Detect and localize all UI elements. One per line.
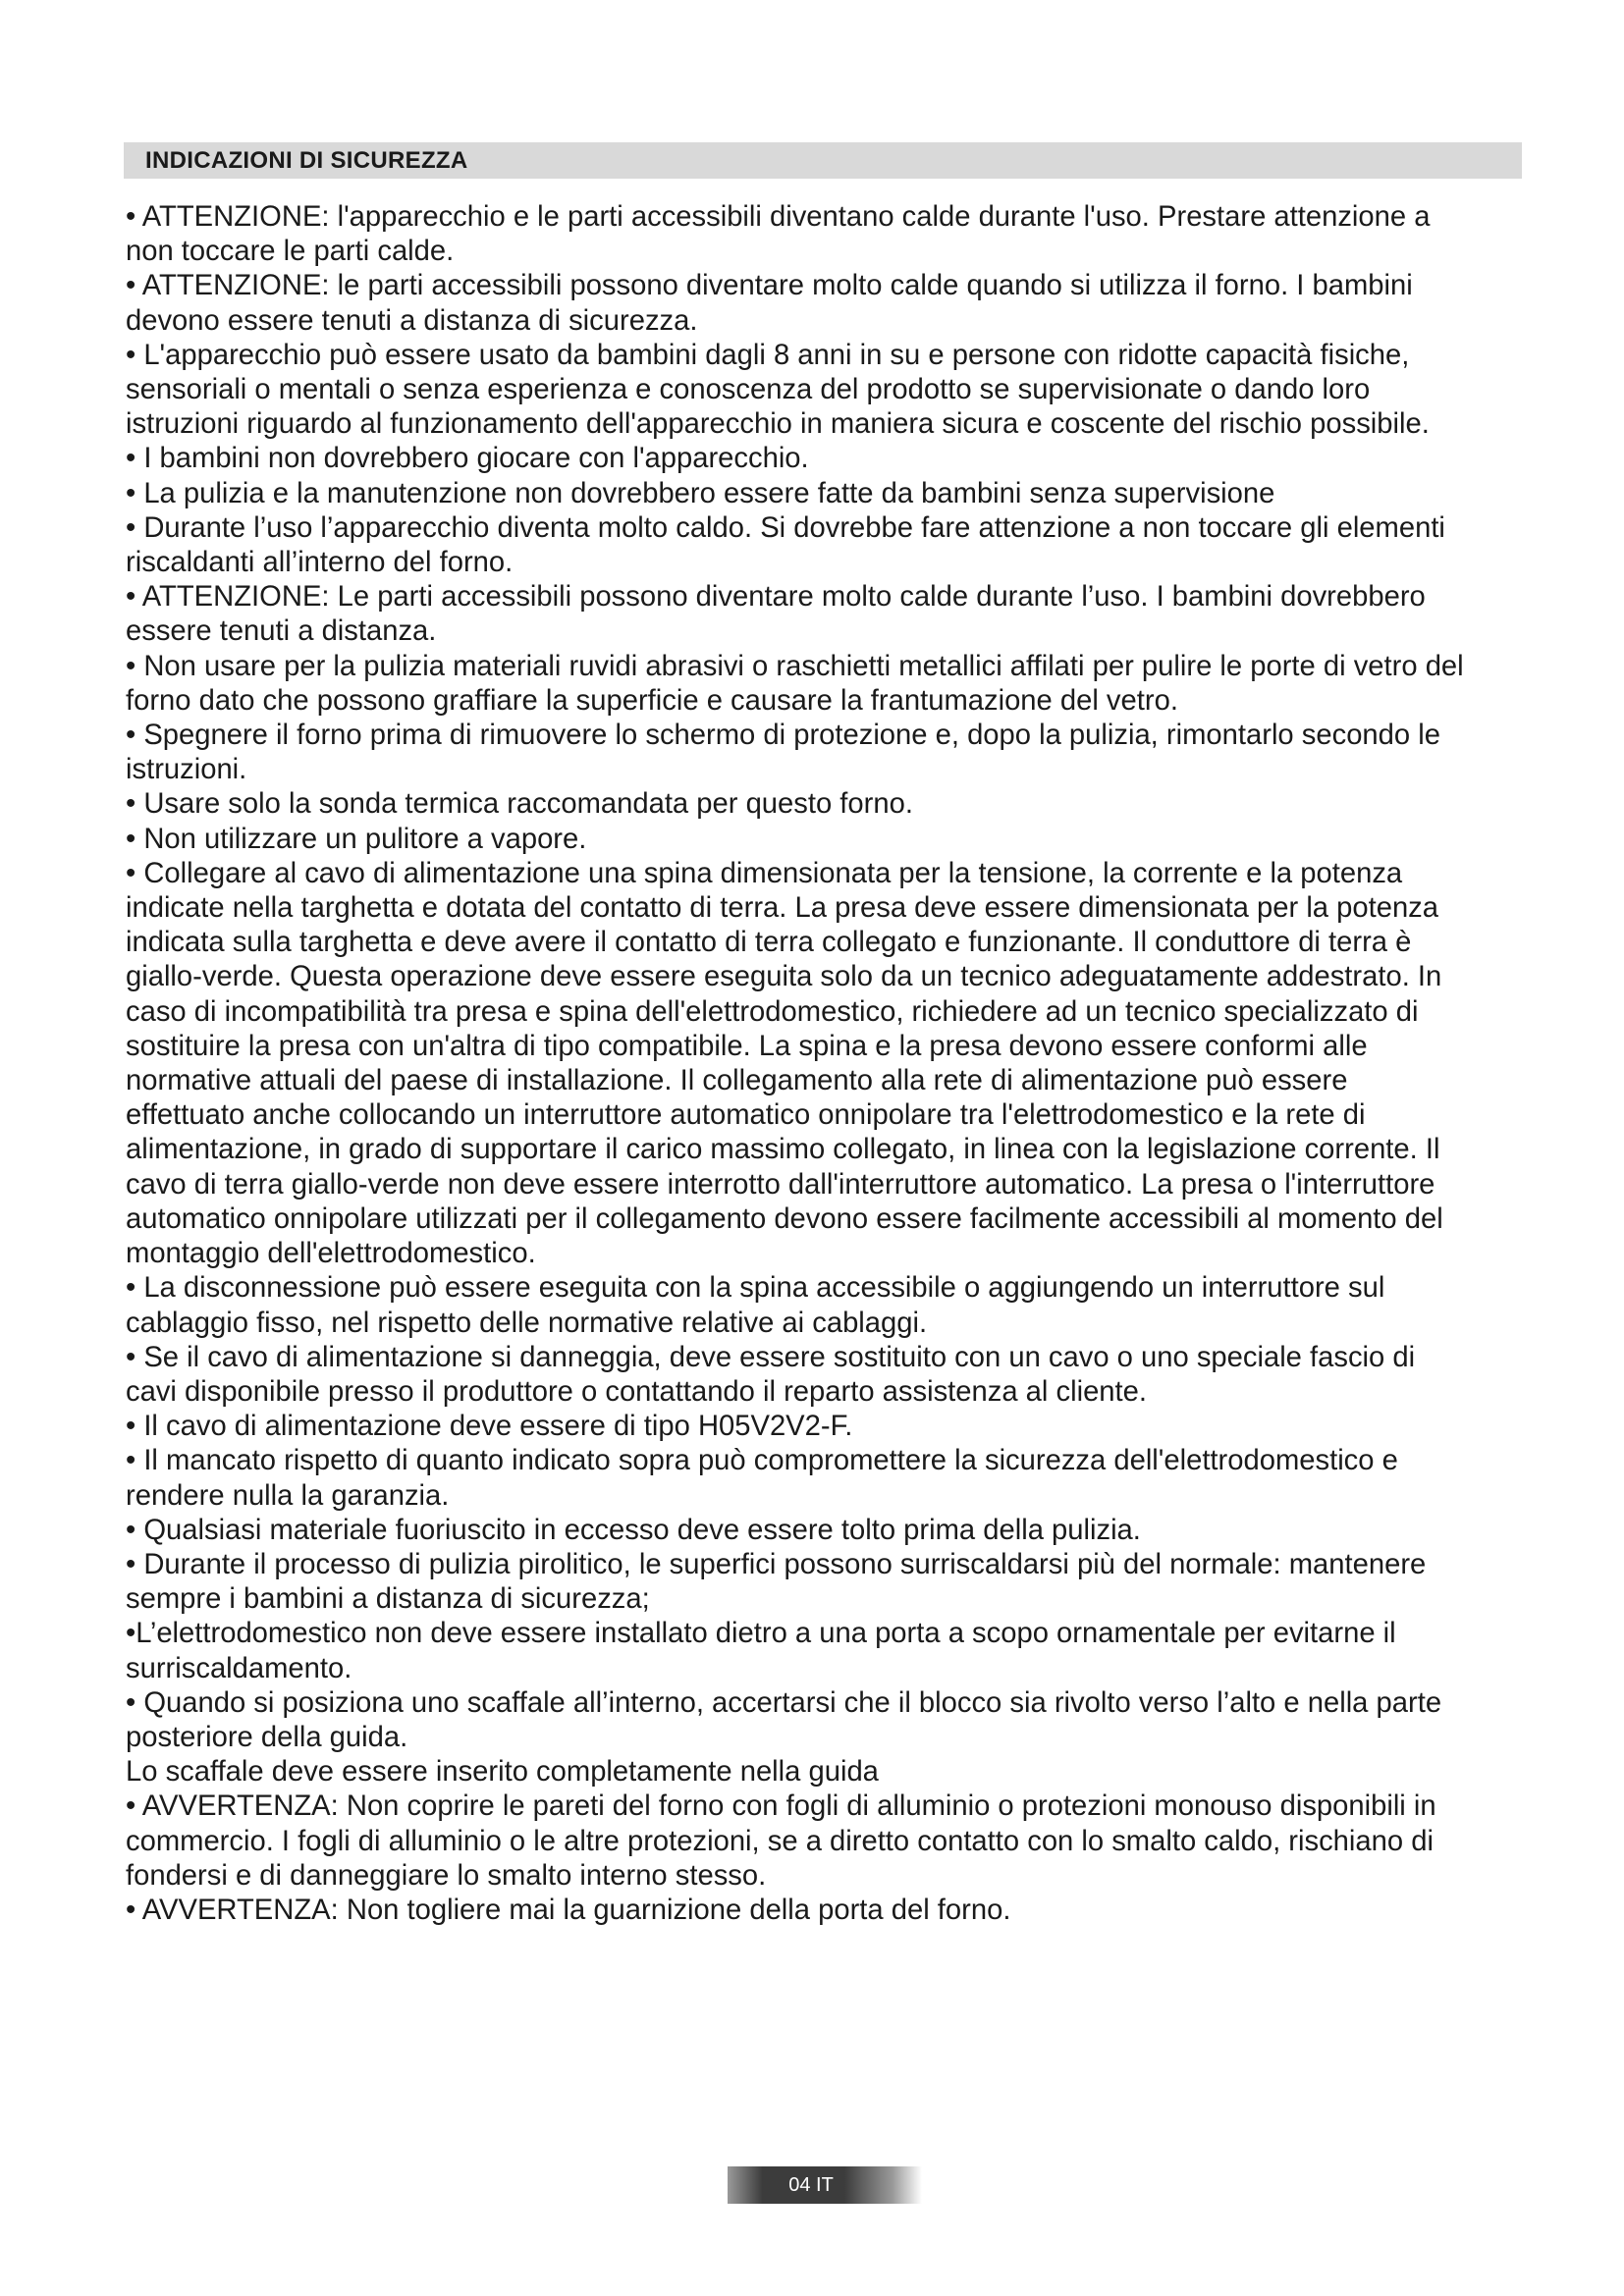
safety-paragraph: • L'apparecchio può essere usato da bambini dagli 8 anni in su e persone con ridotte capacità fisiche, sensoriali o mentali o senza esperienza e conoscenza del prodotto se supervisionate o dando loro istruzioni riguardo al funzionamento dell'apparecchio in maniera sicura e coscente del rischio possibile. (126, 339, 1430, 441)
safety-paragraph: • ATTENZIONE: le parti accessibili possono diventare molto calde quando si utilizza il forno. I bambini devono essere tenuti a distanza di sicurezza. (126, 270, 1413, 337)
safety-paragraph: • I bambini non dovrebbero giocare con l'apparecchio. (126, 443, 809, 475)
safety-paragraph: • Durante l’uso l’apparecchio diventa molto caldo. Si dovrebbe fare attenzione a non toccare gli elementi riscaldanti all’interno del forno. (126, 511, 1445, 579)
section-title: INDICAZIONI DI SICUREZZA (145, 146, 468, 174)
page-number: 04 IT (788, 2173, 834, 2196)
safety-paragraph: Lo scaffale deve essere inserito completamente nella guida (126, 1756, 879, 1789)
safety-paragraph: • AVVERTENZA: Non coprire le pareti del forno con fogli di alluminio o protezioni monouso disponibili in commercio. I fogli di alluminio o le altre protezioni, se a diretto contatto con lo smalto caldo, rischiano di fondersi e di danneggiare lo smalto interno stesso. (126, 1790, 1436, 1892)
safety-paragraph: • Se il cavo di alimentazione si danneggia, deve essere sostituito con un cavo o uno speciale fascio di cavi disponibile presso il produttore o contattando il reparto assistenza al cliente. (126, 1341, 1416, 1408)
safety-paragraph: • Collegare al cavo di alimentazione una spina dimensionata per la tensione, la corrente e la potenza indicate nella targhetta e dotata del contatto di terra. La presa deve essere dimensionata per la potenza indicata sulla targhetta e deve avere il contatto di terra collegato e funzionante. Il conduttore di terra è giallo-verde. Questa operazione deve essere eseguita solo da un tecnico adeguatamente addestrato. In caso di incompatibilità tra presa e spina dell'elettrodomestico, richiedere ad un tecnico specializzato di sostituire la presa con un'altra di tipo compatibile. La spina e la presa devono essere conformi alle normative attuali del paese di installazione. Il collegamento alla rete di alimentazione può essere effettuato anche collocando un interruttore automatico onnipolare tra l'elettrodomestico e la rete di alimentazione, in grado di supportare il carico massimo collegato, in linea con la legislazione corrente. Il cavo di terra giallo-verde non deve essere interrotto dall'interruttore automatico. La presa o l'interruttore automatico onnipolare utilizzati per il collegamento devono essere facilmente accessibili al momento del montaggio dell'elettrodomestico. (126, 857, 1443, 1270)
page-number-tab (728, 2166, 922, 2204)
safety-paragraph: • La disconnessione può essere eseguita con la spina accessibile o aggiungendo un interruttore sul cablaggio fisso, nel rispetto delle normative relative ai cablaggi. (126, 1272, 1385, 1339)
safety-paragraph: • Quando si posiziona uno scaffale all’interno, accertarsi che il blocco sia rivolto verso l’alto e nella parte posteriore della guida. (126, 1686, 1442, 1753)
safety-paragraph: • AVVERTENZA: Non togliere mai la guarnizione della porta del forno. (126, 1894, 1011, 1926)
section-header-bar (124, 142, 1522, 179)
safety-paragraph: • Durante il processo di pulizia pirolitico, le superfici possono surriscaldarsi più del normale: mantenere sempre i bambini a distanza di sicurezza; (126, 1548, 1427, 1616)
safety-instructions-body (126, 200, 1579, 1928)
safety-paragraph: • ATTENZIONE: l'apparecchio e le parti accessibili diventano calde durante l'uso. Prestare attenzione a non toccare le parti calde. (126, 201, 1431, 268)
safety-paragraph: • Spegnere il forno prima di rimuovere lo schermo di protezione e, dopo la pulizia, rimontarlo secondo le istruzioni. (126, 720, 1440, 786)
safety-paragraph: • Usare solo la sonda termica raccomandata per questo forno. (126, 788, 913, 821)
safety-paragraph: • Non usare per la pulizia materiali ruvidi abrasivi o raschietti metallici affilati per pulire le porte di vetro del forno dato che possono graffiare la superficie e causare la frantumazione del vetro. (126, 650, 1464, 717)
safety-paragraph: • La pulizia e la manutenzione non dovrebbero essere fatte da bambini senza supervisione (126, 477, 1275, 509)
safety-paragraph: • Non utilizzare un pulitore a vapore. (126, 823, 587, 855)
safety-paragraph: • Il mancato rispetto di quanto indicato sopra può compromettere la sicurezza dell'elettrodomestico e rendere nulla la garanzia. (126, 1445, 1398, 1512)
safety-paragraph: • Il cavo di alimentazione deve essere di tipo H05V2V2-F. (126, 1411, 853, 1443)
safety-paragraph: • ATTENZIONE: Le parti accessibili possono diventare molto calde durante l’uso. I bambini dovrebbero essere tenuti a distanza. (126, 581, 1426, 648)
safety-paragraph: •L’elettrodomestico non deve essere installato dietro a una porta a scopo ornamentale per evitarne il surriscaldamento. (126, 1618, 1396, 1684)
safety-paragraph: • Qualsiasi materiale fuoriuscito in eccesso deve essere tolto prima della pulizia. (126, 1514, 1141, 1546)
